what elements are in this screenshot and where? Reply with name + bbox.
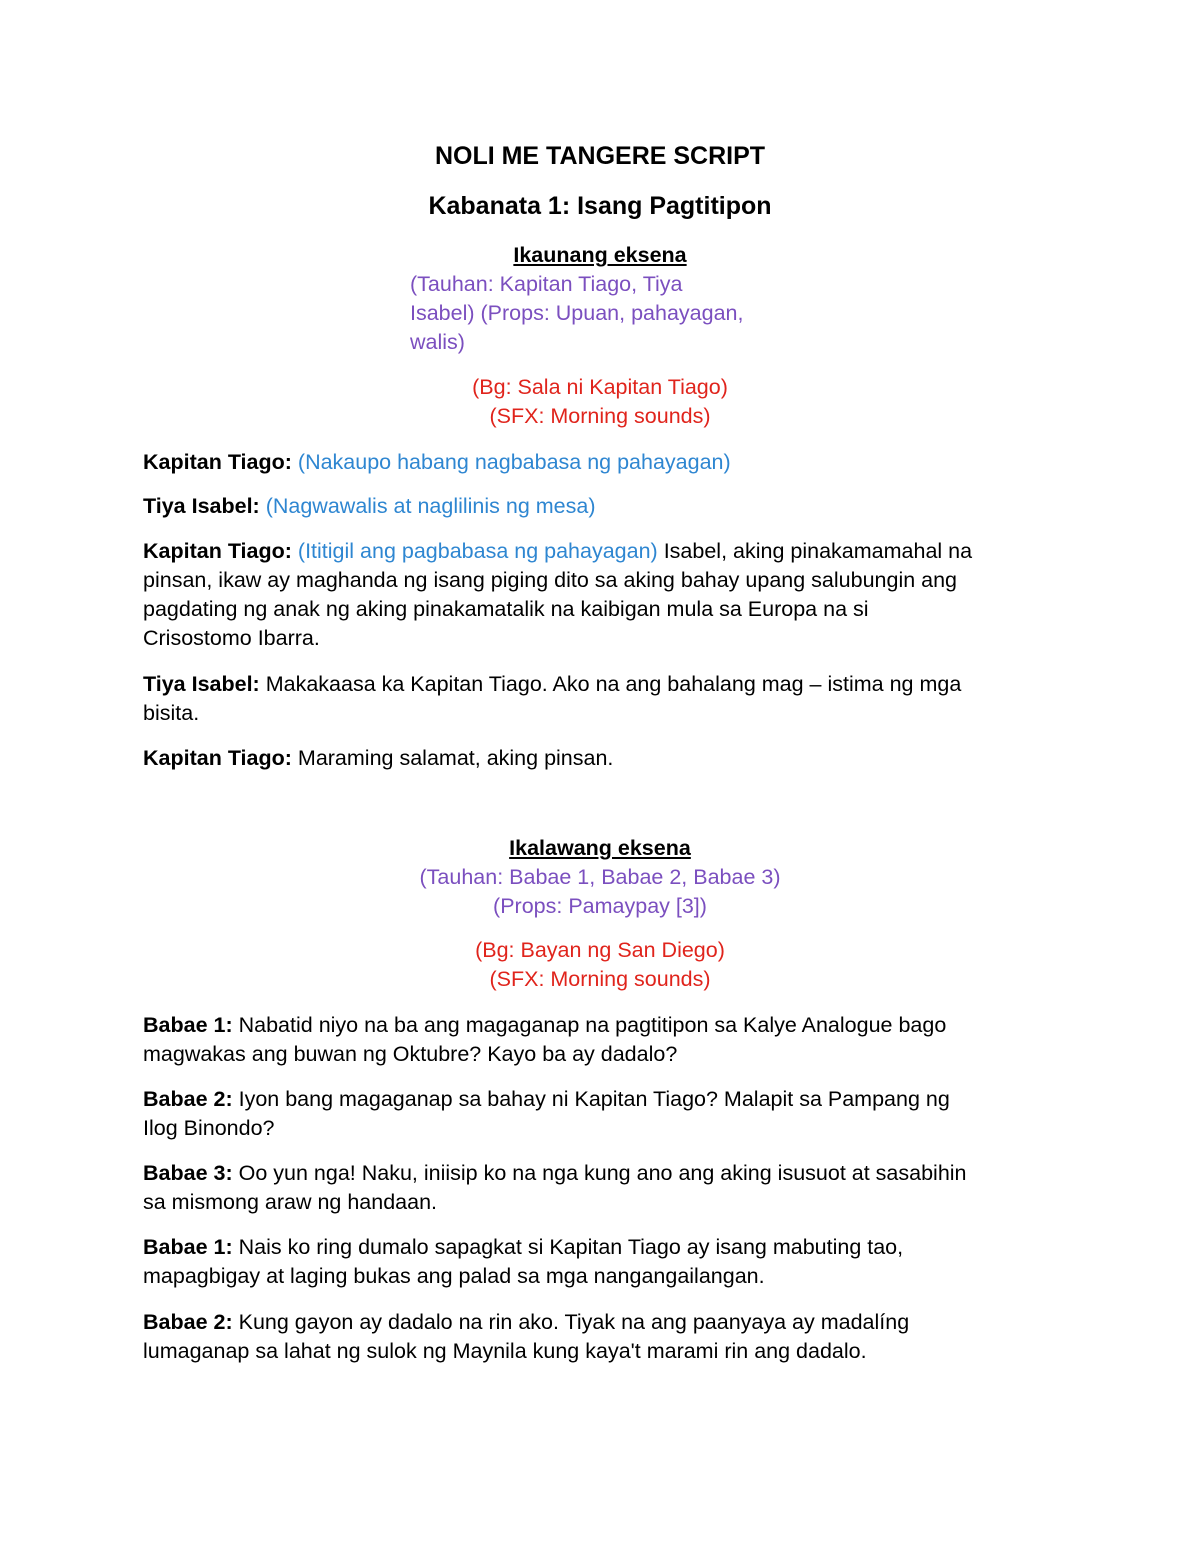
document-title: NOLI ME TANGERE SCRIPT	[434, 142, 766, 170]
stage-direction: (Ititigil ang pagbabasa ng pahayagan)	[297, 539, 658, 563]
scene-1-dialogue-1	[143, 448, 731, 477]
speaker-name: Babae 2:	[143, 1087, 233, 1111]
dialogue-text: Makakaasa ka Kapitan Tiago. Ako na ang bahalang mag – istima ng mga	[265, 672, 962, 696]
scene-2-dialogue-3	[143, 1159, 967, 1188]
chapter-title: Kabanata 1: Isang Pagtitipon	[428, 192, 772, 220]
speaker-name: Kapitan Tiago:	[143, 450, 292, 474]
dialogue-text: Maraming salamat, aking pinsan.	[297, 746, 614, 770]
dialogue-continuation: magwakas ang buwan ng Oktubre? Kayo ba ay dadalo?	[143, 1042, 678, 1066]
dialogue-text: Kung gayon ay dadalo na rin ako. Tiyak na ang paanyaya ay madalíng	[238, 1310, 910, 1334]
stage-direction: (Nakaupo habang nagbabasa ng pahayagan)	[297, 450, 731, 474]
speaker-name: Tiya Isabel:	[143, 494, 260, 518]
speaker-name: Babae 1:	[143, 1013, 233, 1037]
scene-1-dialogue-4	[143, 670, 961, 699]
scene-1-dialogue-5	[143, 744, 613, 773]
scene-2-heading	[0, 834, 1200, 863]
scene-2-heading-text: Ikalawang eksena	[509, 836, 691, 860]
dialogue-continuation: pinsan, ikaw ay maghanda ng isang piging dito sa aking bahay upang salubungin ang	[143, 568, 958, 592]
scene-2-props: (Props: Pamaypay [3])	[493, 894, 707, 918]
scene-2-background: (Bg: Bayan ng San Diego)	[475, 938, 725, 962]
scene-1-dialogue-3	[143, 537, 972, 566]
stage-direction: (Nagwawalis at naglilinis ng mesa)	[265, 494, 596, 518]
scene-2-dialogue-2	[143, 1085, 950, 1114]
scene-1-background: (Bg: Sala ni Kapitan Tiago)	[472, 375, 728, 399]
scene-1-heading	[0, 241, 1200, 270]
dialogue-text: Isabel, aking pinakamamahal na	[663, 539, 973, 563]
scene-2-cast: (Tauhan: Babae 1, Babae 2, Babae 3)	[419, 865, 781, 889]
scene-2-dialogue-5	[143, 1308, 909, 1337]
speaker-name: Babae 3:	[143, 1161, 233, 1185]
scene-2-dialogue-4	[143, 1233, 903, 1262]
scene-1-cast-line-2: Isabel) (Props: Upuan, pahayagan,	[410, 301, 744, 325]
scene-2-sfx: (SFX: Morning sounds)	[489, 967, 711, 991]
dialogue-text: Oo yun nga! Naku, iniisip ko na nga kung ano ang aking isusuot at sasabihin	[238, 1161, 967, 1185]
dialogue-continuation: bisita.	[143, 701, 200, 725]
speaker-name: Babae 1:	[143, 1235, 233, 1259]
dialogue-text: Nais ko ring dumalo sapagkat si Kapitan Tiago ay isang mabuting tao,	[238, 1235, 904, 1259]
dialogue-text: Nabatid niyo na ba ang magaganap na pagtitipon sa Kalye Analogue bago	[238, 1013, 947, 1037]
speaker-name: Kapitan Tiago:	[143, 746, 292, 770]
scene-1-cast-line-1: (Tauhan: Kapitan Tiago, Tiya	[410, 272, 683, 296]
scene-1-cast-line-3: walis)	[410, 330, 465, 354]
speaker-name: Babae 2:	[143, 1310, 233, 1334]
dialogue-continuation: lumaganap sa lahat ng sulok ng Maynila kung kaya't marami rin ang dadalo.	[143, 1339, 867, 1363]
scene-1-sfx: (SFX: Morning sounds)	[489, 404, 711, 428]
speaker-name: Tiya Isabel:	[143, 672, 260, 696]
dialogue-continuation: Crisostomo Ibarra.	[143, 626, 320, 650]
scene-2-dialogue-1	[143, 1011, 946, 1040]
scene-1-dialogue-2	[143, 492, 596, 521]
dialogue-continuation: pagdating ng anak ng aking pinakamatalik na kaibigan mula sa Europa na si	[143, 597, 869, 621]
dialogue-continuation: sa mismong araw ng handaan.	[143, 1190, 438, 1214]
dialogue-text: Iyon bang magaganap sa bahay ni Kapitan Tiago? Malapit sa Pampang ng	[238, 1087, 950, 1111]
scene-1-heading-text: Ikaunang eksena	[513, 243, 687, 267]
speaker-name: Kapitan Tiago:	[143, 539, 292, 563]
dialogue-continuation: Ilog Binondo?	[143, 1116, 275, 1140]
dialogue-continuation: mapagbigay at laging bukas ang palad sa mga nangangailangan.	[143, 1264, 765, 1288]
